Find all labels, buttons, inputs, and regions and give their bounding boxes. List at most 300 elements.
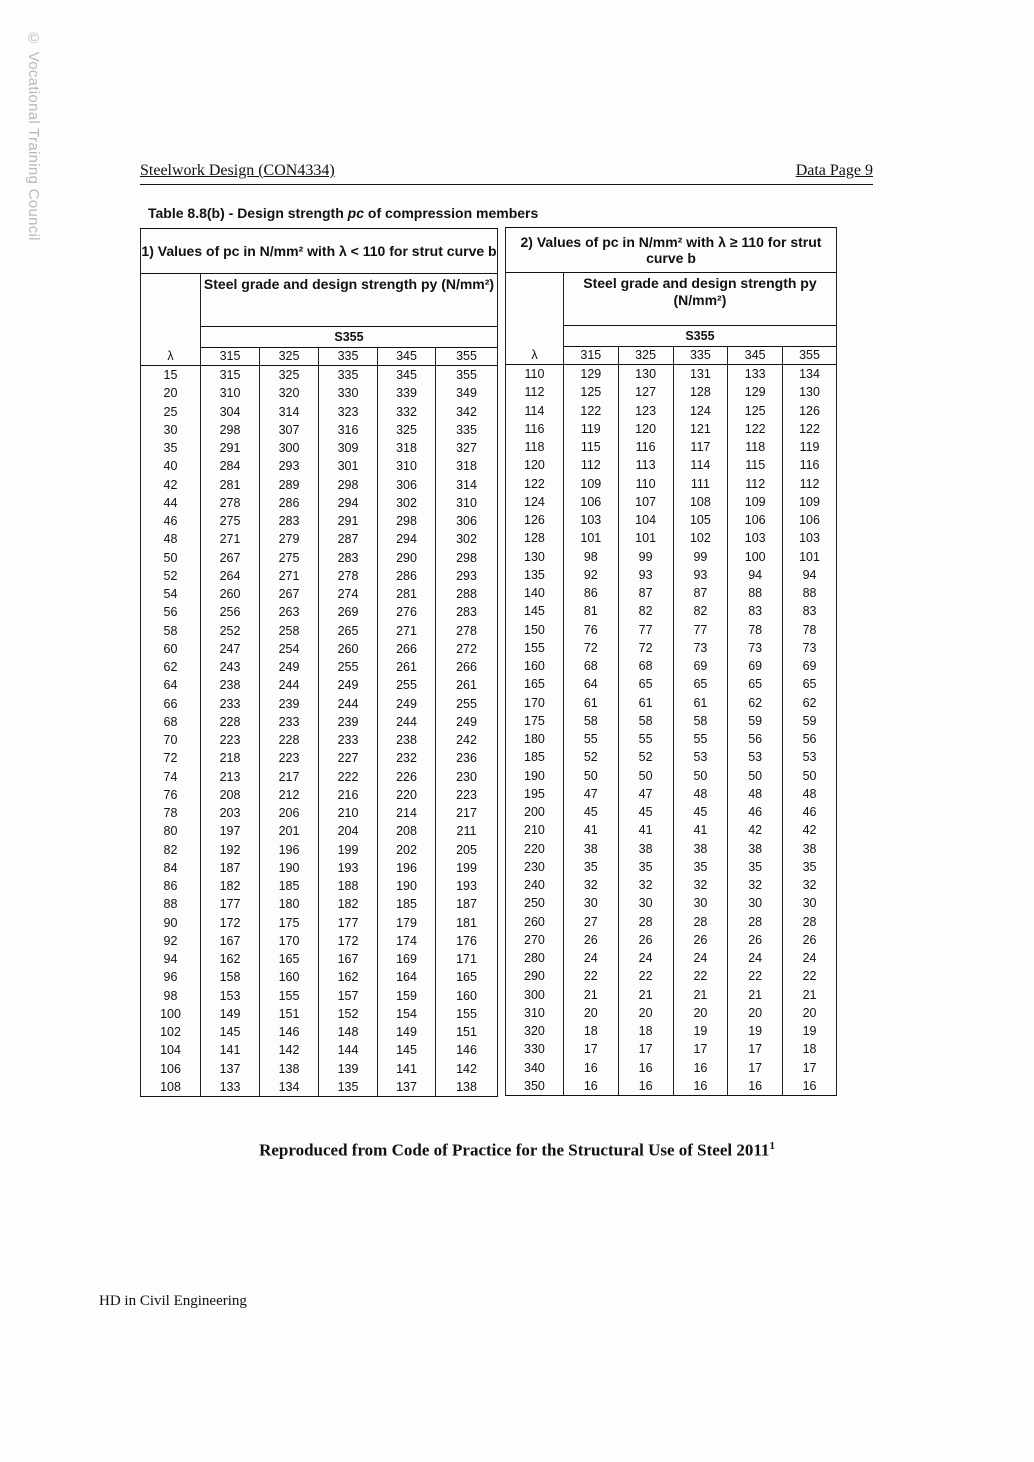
- pc-value-cell: 47: [563, 785, 618, 803]
- pc-value-cell: 177: [319, 914, 378, 932]
- pc-value-cell: 123: [618, 402, 673, 420]
- pc-value-cell: 226: [378, 768, 436, 786]
- table-heading-row: [141, 229, 498, 274]
- lambda-cell: 330: [506, 1040, 564, 1058]
- pc-value-cell: 16: [673, 1059, 728, 1077]
- source-note: [0, 1140, 1034, 1161]
- table-row: [141, 658, 498, 676]
- table-row: [506, 639, 837, 657]
- pc-value-cell: 222: [319, 768, 378, 786]
- table-row: [506, 748, 837, 766]
- pc-value-cell: 32: [673, 876, 728, 894]
- lambda-cell: 98: [141, 987, 201, 1005]
- pc-value-cell: 115: [563, 438, 618, 456]
- table-row: [506, 694, 837, 712]
- pc-value-cell: 103: [728, 529, 783, 547]
- pc-value-cell: 239: [319, 713, 378, 731]
- pc-value-cell: 146: [436, 1041, 498, 1059]
- lambda-cell: 350: [506, 1077, 564, 1096]
- pc-value-cell: 68: [618, 657, 673, 675]
- pc-value-cell: 122: [563, 402, 618, 420]
- pc-value-cell: 125: [563, 383, 618, 401]
- pc-value-cell: 301: [319, 457, 378, 475]
- page-label: Data Page 9: [795, 162, 873, 179]
- table-row: [506, 621, 837, 639]
- column-header-row: [506, 347, 837, 365]
- table-row: [506, 730, 837, 748]
- lambda-cell: 185: [506, 748, 564, 766]
- pc-value-cell: 103: [563, 511, 618, 529]
- pc-value-cell: 18: [783, 1040, 837, 1058]
- lambda-cell: 102: [141, 1023, 201, 1041]
- pc-value-cell: 167: [319, 950, 378, 968]
- pc-value-cell: 164: [378, 968, 436, 986]
- table-row: [506, 858, 837, 876]
- table-row: [506, 894, 837, 912]
- pc-value-cell: 106: [728, 511, 783, 529]
- pc-value-cell: 83: [783, 602, 837, 620]
- table-row: [141, 1023, 498, 1041]
- pc-value-cell: 256: [201, 603, 260, 621]
- pc-value-cell: 315: [201, 366, 260, 385]
- pc-value-cell: 24: [673, 949, 728, 967]
- pc-value-cell: 113: [618, 456, 673, 474]
- lambda-cell: 165: [506, 675, 564, 693]
- pc-value-cell: 116: [618, 438, 673, 456]
- pc-value-cell: 157: [319, 987, 378, 1005]
- table-row: [506, 511, 837, 529]
- pc-value-cell: 112: [563, 456, 618, 474]
- pc-value-cell: 30: [673, 894, 728, 912]
- pc-value-cell: 155: [436, 1005, 498, 1023]
- pc-value-cell: 16: [783, 1077, 837, 1096]
- pc-value-cell: 233: [201, 695, 260, 713]
- lambda-cell: 20: [141, 384, 201, 402]
- lambda-cell: 310: [506, 1004, 564, 1022]
- steel-grade: S355: [563, 326, 836, 347]
- pc-value-cell: 112: [783, 475, 837, 493]
- pc-value-cell: 238: [201, 676, 260, 694]
- pc-value-cell: 233: [319, 731, 378, 749]
- pc-value-cell: 82: [673, 602, 728, 620]
- pc-value-cell: 17: [728, 1040, 783, 1058]
- pc-value-cell: 325: [260, 366, 319, 385]
- pc-value-cell: 279: [260, 530, 319, 548]
- pc-value-cell: 88: [783, 584, 837, 602]
- pc-value-cell: 64: [563, 675, 618, 693]
- lambda-cell: 190: [506, 767, 564, 785]
- pc-value-cell: 291: [319, 512, 378, 530]
- pc-value-cell: 244: [319, 695, 378, 713]
- lambda-cell: 46: [141, 512, 201, 530]
- pc-value-cell: 271: [378, 622, 436, 640]
- pc-value-cell: 149: [378, 1023, 436, 1041]
- pc-value-cell: 169: [378, 950, 436, 968]
- pc-value-cell: 160: [260, 968, 319, 986]
- table-row: [141, 1005, 498, 1023]
- pc-value-cell: 316: [319, 421, 378, 439]
- pc-value-cell: 260: [319, 640, 378, 658]
- table-row: [141, 731, 498, 749]
- pc-value-cell: 65: [618, 675, 673, 693]
- pc-value-cell: 238: [378, 731, 436, 749]
- pc-value-cell: 72: [618, 639, 673, 657]
- pc-value-cell: 99: [673, 548, 728, 566]
- pc-value-cell: 255: [436, 695, 498, 713]
- table-row: [506, 675, 837, 693]
- lambda-cell: 106: [141, 1060, 201, 1078]
- table-heading: 1) Values of pc in N/mm² with λ < 110 for strut curve b: [141, 229, 498, 274]
- pc-value-cell: 208: [201, 786, 260, 804]
- pc-value-cell: 294: [378, 530, 436, 548]
- pc-value-cell: 335: [436, 421, 498, 439]
- pc-value-cell: 187: [436, 895, 498, 913]
- pc-value-cell: 50: [563, 767, 618, 785]
- table-row: [506, 1022, 837, 1040]
- table-row: [141, 1060, 498, 1078]
- pc-value-cell: 167: [201, 932, 260, 950]
- pc-value-cell: 291: [201, 439, 260, 457]
- lambda-cell: 70: [141, 731, 201, 749]
- lambda-cell: 290: [506, 967, 564, 985]
- pc-value-cell: 148: [319, 1023, 378, 1041]
- pc-value-cell: 69: [728, 657, 783, 675]
- table-row: [506, 931, 837, 949]
- pc-value-cell: 26: [673, 931, 728, 949]
- pc-value-cell: 137: [378, 1078, 436, 1097]
- pc-value-cell: 120: [618, 420, 673, 438]
- pc-value-cell: 45: [563, 803, 618, 821]
- pc-value-cell: 50: [783, 767, 837, 785]
- pc-value-cell: 102: [673, 529, 728, 547]
- pc-value-cell: 30: [563, 894, 618, 912]
- table-subheading-row: [141, 274, 498, 327]
- table-subheading-row: [506, 273, 837, 326]
- table-row: [141, 877, 498, 895]
- table-row: [141, 968, 498, 986]
- lambda-cell: 94: [141, 950, 201, 968]
- pc-value-cell: 266: [378, 640, 436, 658]
- pc-value-cell: 261: [436, 676, 498, 694]
- pc-value-cell: 220: [378, 786, 436, 804]
- pc-value-cell: 88: [728, 584, 783, 602]
- pc-value-cell: 81: [563, 602, 618, 620]
- pc-value-cell: 281: [378, 585, 436, 603]
- pc-value-cell: 298: [378, 512, 436, 530]
- pc-value-cell: 122: [728, 420, 783, 438]
- pc-value-cell: 56: [783, 730, 837, 748]
- pc-value-cell: 281: [201, 476, 260, 494]
- table-row: [506, 529, 837, 547]
- design-strength-header: 325: [618, 347, 673, 365]
- lambda-cell: 240: [506, 876, 564, 894]
- pc-value-cell: 249: [436, 713, 498, 731]
- pc-value-cell: 129: [563, 365, 618, 384]
- pc-value-cell: 18: [618, 1022, 673, 1040]
- lambda-cell: 210: [506, 821, 564, 839]
- lambda-cell: 124: [506, 493, 564, 511]
- pc-value-cell: 38: [728, 840, 783, 858]
- pc-value-cell: 48: [673, 785, 728, 803]
- pc-value-cell: 264: [201, 567, 260, 585]
- pc-value-cell: 55: [618, 730, 673, 748]
- pc-value-cell: 323: [319, 403, 378, 421]
- lambda-cell: 52: [141, 567, 201, 585]
- pc-value-cell: 320: [260, 384, 319, 402]
- table-row: [506, 365, 837, 384]
- pc-value-cell: 152: [319, 1005, 378, 1023]
- table-row: [506, 876, 837, 894]
- pc-value-cell: 101: [563, 529, 618, 547]
- pc-value-cell: 115: [728, 456, 783, 474]
- pc-value-cell: 162: [201, 950, 260, 968]
- pc-value-cell: 129: [728, 383, 783, 401]
- design-strength-header: 355: [783, 347, 837, 365]
- pc-value-cell: 22: [728, 967, 783, 985]
- pc-value-cell: 104: [618, 511, 673, 529]
- pc-value-cell: 28: [728, 913, 783, 931]
- pc-value-cell: 287: [319, 530, 378, 548]
- lambda-cell: 62: [141, 658, 201, 676]
- pc-value-cell: 21: [618, 986, 673, 1004]
- pc-value-cell: 223: [201, 731, 260, 749]
- pc-value-cell: 38: [563, 840, 618, 858]
- pc-value-cell: 121: [673, 420, 728, 438]
- pc-value-cell: 103: [783, 529, 837, 547]
- pc-value-cell: 30: [728, 894, 783, 912]
- pc-value-cell: 127: [618, 383, 673, 401]
- pc-value-cell: 318: [436, 457, 498, 475]
- pc-value-cell: 151: [260, 1005, 319, 1023]
- pc-value-cell: 199: [319, 841, 378, 859]
- lambda-cell: 300: [506, 986, 564, 1004]
- pc-value-cell: 61: [563, 694, 618, 712]
- pc-value-cell: 41: [563, 821, 618, 839]
- pc-value-cell: 28: [673, 913, 728, 931]
- lambda-cell: 60: [141, 640, 201, 658]
- lambda-cell: 155: [506, 639, 564, 657]
- table-row: [141, 932, 498, 950]
- lambda-cell: 126: [506, 511, 564, 529]
- pc-value-cell: 32: [563, 876, 618, 894]
- grade-row: [506, 326, 837, 347]
- pc-value-cell: 289: [260, 476, 319, 494]
- pc-value-cell: 109: [728, 493, 783, 511]
- pc-value-cell: 154: [378, 1005, 436, 1023]
- lambda-cell: 35: [141, 439, 201, 457]
- pc-value-cell: 165: [436, 968, 498, 986]
- pc-value-cell: 205: [436, 841, 498, 859]
- table-row: [506, 584, 837, 602]
- pc-value-cell: 272: [436, 640, 498, 658]
- lambda-cell: 48: [141, 530, 201, 548]
- pc-value-cell: 275: [201, 512, 260, 530]
- table-row: [141, 603, 498, 621]
- table-row: [141, 713, 498, 731]
- pc-value-cell: 24: [618, 949, 673, 967]
- table-title-symbol: pc: [347, 205, 364, 221]
- table-row: [141, 695, 498, 713]
- table-row: [506, 986, 837, 1004]
- table-row: [506, 420, 837, 438]
- lambda-cell: 270: [506, 931, 564, 949]
- pc-value-cell: 46: [783, 803, 837, 821]
- pc-value-cell: 345: [378, 366, 436, 385]
- pc-value-cell: 94: [728, 566, 783, 584]
- lambda-cell: 68: [141, 713, 201, 731]
- pc-value-cell: 134: [783, 365, 837, 384]
- pc-value-cell: 21: [728, 986, 783, 1004]
- pc-value-cell: 41: [618, 821, 673, 839]
- pc-value-cell: 190: [378, 877, 436, 895]
- pc-value-cell: 50: [618, 767, 673, 785]
- table-row: [141, 914, 498, 932]
- pc-value-cell: 327: [436, 439, 498, 457]
- table-row: [141, 786, 498, 804]
- pc-value-cell: 41: [673, 821, 728, 839]
- pc-value-cell: 42: [728, 821, 783, 839]
- lambda-cell: 88: [141, 895, 201, 913]
- pc-value-cell: 16: [563, 1059, 618, 1077]
- pc-value-cell: 108: [673, 493, 728, 511]
- lambda-cell: 250: [506, 894, 564, 912]
- pc-value-cell: 144: [319, 1041, 378, 1059]
- pc-value-cell: 20: [673, 1004, 728, 1022]
- pc-value-cell: 22: [673, 967, 728, 985]
- pc-value-cell: 249: [319, 676, 378, 694]
- pc-value-cell: 73: [673, 639, 728, 657]
- table-row: [141, 822, 498, 840]
- pc-value-cell: 196: [260, 841, 319, 859]
- pc-value-cell: 72: [563, 639, 618, 657]
- pc-value-cell: 210: [319, 804, 378, 822]
- pc-value-cell: 258: [260, 622, 319, 640]
- pc-value-cell: 65: [673, 675, 728, 693]
- pc-value-cell: 26: [563, 931, 618, 949]
- pc-value-cell: 17: [728, 1059, 783, 1077]
- pc-value-cell: 58: [618, 712, 673, 730]
- pc-value-cell: 269: [319, 603, 378, 621]
- lambda-cell: 90: [141, 914, 201, 932]
- table-row: [141, 768, 498, 786]
- pc-value-cell: 283: [319, 549, 378, 567]
- pc-value-cell: 22: [618, 967, 673, 985]
- table-heading-row: [506, 228, 837, 273]
- pc-value-cell: 38: [783, 840, 837, 858]
- pc-value-cell: 62: [728, 694, 783, 712]
- pc-value-cell: 119: [783, 438, 837, 456]
- table-row: [141, 530, 498, 548]
- pc-value-cell: 106: [563, 493, 618, 511]
- pc-value-cell: 109: [563, 475, 618, 493]
- pc-value-cell: 19: [673, 1022, 728, 1040]
- pc-value-cell: 223: [436, 786, 498, 804]
- pc-value-cell: 35: [673, 858, 728, 876]
- pc-value-cell: 30: [783, 894, 837, 912]
- pc-value-cell: 16: [618, 1077, 673, 1096]
- table-row: [141, 439, 498, 457]
- pc-value-cell: 142: [436, 1060, 498, 1078]
- lambda-cell: 230: [506, 858, 564, 876]
- lambda-cell: 104: [141, 1041, 201, 1059]
- pc-value-cell: 175: [260, 914, 319, 932]
- pc-value-cell: 134: [260, 1078, 319, 1097]
- design-strength-header: 315: [563, 347, 618, 365]
- table-row: [506, 821, 837, 839]
- pc-value-cell: 126: [783, 402, 837, 420]
- pc-value-cell: 288: [436, 585, 498, 603]
- pc-value-cell: 355: [436, 366, 498, 385]
- pc-value-cell: 162: [319, 968, 378, 986]
- pc-value-cell: 185: [260, 877, 319, 895]
- pc-value-cell: 53: [783, 748, 837, 766]
- pc-value-cell: 302: [378, 494, 436, 512]
- pc-value-cell: 159: [378, 987, 436, 1005]
- pc-value-cell: 254: [260, 640, 319, 658]
- table-row: [506, 1059, 837, 1077]
- table-row: [141, 366, 498, 385]
- design-strength-header: 315: [201, 348, 260, 366]
- pc-value-cell: 349: [436, 384, 498, 402]
- table-row: [141, 512, 498, 530]
- pc-value-cell: 213: [201, 768, 260, 786]
- lambda-cell: 128: [506, 529, 564, 547]
- table-row: [141, 895, 498, 913]
- pc-value-cell: 247: [201, 640, 260, 658]
- pc-value-cell: 20: [563, 1004, 618, 1022]
- pc-value-cell: 53: [673, 748, 728, 766]
- pc-value-cell: 28: [618, 913, 673, 931]
- pc-value-cell: 112: [728, 475, 783, 493]
- pc-value-cell: 278: [319, 567, 378, 585]
- pc-value-cell: 204: [319, 822, 378, 840]
- pc-value-cell: 298: [436, 549, 498, 567]
- pc-value-cell: 290: [378, 549, 436, 567]
- table-subheading: Steel grade and design strength py (N/mm²): [201, 274, 498, 327]
- pc-value-cell: 212: [260, 786, 319, 804]
- pc-value-cell: 158: [201, 968, 260, 986]
- lambda-cell: 96: [141, 968, 201, 986]
- table-row: [141, 494, 498, 512]
- pc-value-cell: 188: [319, 877, 378, 895]
- source-note-text: Reproduced from Code of Practice for the Structural Use of Steel 2011: [259, 1140, 770, 1160]
- pc-value-cell: 26: [618, 931, 673, 949]
- table-row: [141, 804, 498, 822]
- lambda-header-blank: [506, 273, 564, 326]
- pc-value-cell: 274: [319, 585, 378, 603]
- lambda-cell: 160: [506, 657, 564, 675]
- table-subheading: Steel grade and design strength py (N/mm²): [563, 273, 836, 326]
- pc-value-cell: 193: [319, 859, 378, 877]
- table-row: [506, 456, 837, 474]
- lambda-cell: 130: [506, 548, 564, 566]
- pc-value-cell: 61: [673, 694, 728, 712]
- table-row: [506, 602, 837, 620]
- watermark: © Vocational Training Council: [25, 30, 42, 241]
- pc-value-cell: 118: [728, 438, 783, 456]
- pc-value-cell: 35: [563, 858, 618, 876]
- table-row: [506, 840, 837, 858]
- pc-value-cell: 32: [783, 876, 837, 894]
- pc-value-cell: 307: [260, 421, 319, 439]
- pc-value-cell: 228: [260, 731, 319, 749]
- pc-value-cell: 267: [201, 549, 260, 567]
- pc-value-cell: 170: [260, 932, 319, 950]
- pc-value-cell: 177: [201, 895, 260, 913]
- pc-value-cell: 82: [618, 602, 673, 620]
- pc-value-cell: 151: [436, 1023, 498, 1041]
- pc-value-cell: 101: [618, 529, 673, 547]
